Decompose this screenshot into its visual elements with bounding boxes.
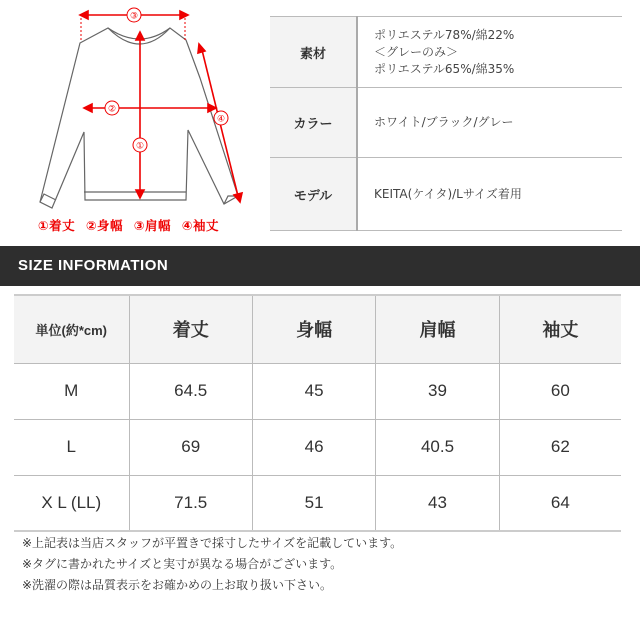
legend-item: ④袖丈 [181,218,219,233]
table-header-row [14,295,621,363]
header-cell: 肩幅 [376,295,499,363]
header-cell: 袖丈 [499,295,621,363]
value-cell: 43 [376,475,499,531]
table-row [14,419,621,475]
value-cell: 40.5 [376,419,499,475]
value-cell: 69 [129,419,252,475]
info-label: モデル [270,158,357,231]
info-label: 素材 [270,17,357,88]
sweatshirt-illustration [0,0,260,240]
info-value: ホワイト/ブラック/グレー [374,115,514,129]
size-cell: X L (LL) [14,475,129,531]
header-cell: 単位(約*cm) [14,295,129,363]
size-cell: M [14,363,129,419]
legend-item: ②身幅 [85,218,124,233]
value-cell: 46 [252,419,375,475]
section-title: SIZE INFORMATION [0,246,640,286]
info-value: KEITA(ケイタ)/Lサイズ着用 [374,186,522,201]
value-cell: 64.5 [129,363,252,419]
size-table [14,294,621,532]
info-value: ＜グレーのみ＞ [374,44,459,59]
info-label: カラー [270,88,357,158]
legend-item: ③肩幅 [133,218,171,233]
info-row-model [270,158,622,231]
notes [22,533,402,596]
table-row [14,363,621,419]
note: ※洗濯の際は品質表示をお確かめの上お取り扱い下さい。 [22,578,333,592]
value-cell: 45 [252,363,375,419]
legend-item: ①着丈 [38,218,76,233]
marker-1: ① [135,141,145,152]
note: ※上記表は当店スタッフが平置きで採寸したサイズを記載しています。 [22,536,403,550]
marker-4: ④ [216,114,226,125]
value-cell: 39 [376,363,499,419]
value-cell: 60 [499,363,621,419]
header-cell: 身幅 [252,295,375,363]
value-cell: 64 [499,475,621,531]
value-cell: 62 [499,419,621,475]
product-info-table [270,16,622,231]
header-cell: 着丈 [129,295,252,363]
info-value: ポリエステル65%/綿35% [374,61,515,76]
info-row-material [270,17,622,88]
note: ※タグに書かれたサイズと実寸が異なる場合がございます。 [22,557,343,571]
marker-2: ② [107,104,117,115]
marker-3: ③ [129,11,139,22]
size-cell: L [14,419,129,475]
garment-diagram [0,0,260,240]
info-value: ポリエステル78%/綿22% [374,27,515,42]
table-row [14,475,621,531]
info-row-color [270,88,622,158]
measurement-legend [38,216,225,234]
value-cell: 51 [252,475,375,531]
value-cell: 71.5 [129,475,252,531]
